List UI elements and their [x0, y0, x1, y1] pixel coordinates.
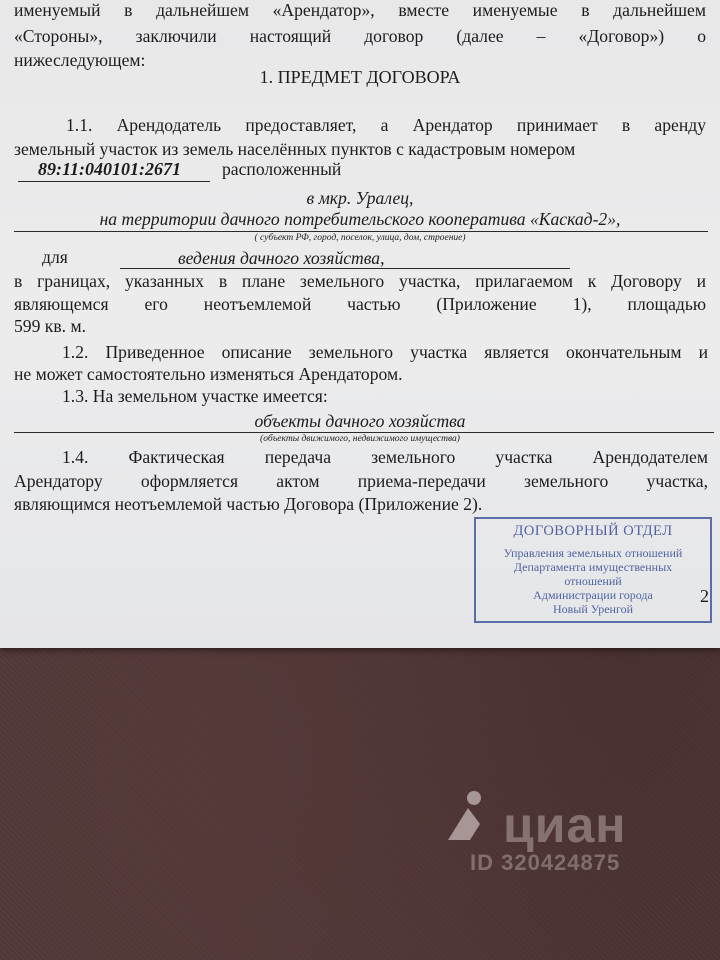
objects-underline [14, 432, 714, 433]
cian-logo-icon [440, 788, 500, 848]
p1-2-line-2: не может самостоятельно изменяться Арендатором. [14, 364, 403, 384]
stamp-line-2: Департамента имущественных [513, 560, 673, 574]
section-title: 1. ПРЕДМЕТ ДОГОВОРА [259, 67, 461, 87]
territory-text: на территории дачного потребительского кооператива «Каскад-2», [99, 209, 621, 229]
stamp-line-1: Управления земельных отношений [503, 546, 683, 560]
intro-line-2: «Стороны», заключили настоящий договор (далее – «Договор») о [14, 26, 706, 46]
stamp-line-3: отношений [564, 574, 622, 588]
cadastral-underline [18, 181, 210, 182]
watermark-id: ID 320424875 [470, 850, 621, 875]
page-number: 2 [700, 586, 709, 606]
p1-1-line-7: 599 кв. м. [14, 316, 86, 336]
p1-1-line-5: в границах, указанных в плане земельного участка, прилагаемом к Договору и [14, 271, 706, 291]
p1-1-line-1: 1.1. Арендодатель предоставляет, а Арендатор принимает в аренду [66, 115, 706, 135]
p1-4-line-1: 1.4. Фактическая передача земельного участка Арендодателем [62, 447, 708, 467]
p1-4-line-3: являющимся неотъемлемой частью Договора (Приложение 2). [14, 494, 483, 514]
stamp-line-5: Новый Уренгой [552, 602, 634, 616]
cadastral-number: 89:11:040101:2671 [38, 159, 181, 179]
objects-text: объекты дачного хозяйства [254, 411, 466, 431]
intro-line-3: нижеследующем: [14, 50, 146, 70]
intro-line-1: именуемый в дальнейшем «Арендатор», вместе именуемые в дальнейшем [14, 0, 706, 20]
p1-2-line-1: 1.2. Приведенное описание земельного участка является окончательным и [62, 342, 708, 362]
stamp-line-4: Администрации города [533, 588, 653, 602]
objects-caption: (объекты движимого, недвижимого имущества) [260, 434, 460, 444]
p1-1-line-2: земельный участок из земель населённых пунктов с кадастровым номером [14, 139, 576, 159]
stamp-title: ДОГОВОРНЫЙ ОТДЕЛ [513, 523, 673, 539]
p1-3-line-1: 1.3. На земельном участке имеется: [62, 386, 328, 406]
territory-underline [14, 231, 708, 232]
p1-1-line-6: являющемся его неотъемлемой частью (Приложение 1), площадью [14, 294, 706, 314]
location-text: в мкр. Уралец, [306, 188, 414, 208]
watermark-brand: циан [503, 797, 627, 853]
territory-caption: ( субъект РФ, город, поселок, улица, дом, строение) [254, 233, 466, 243]
p1-4-line-2: Арендатору оформляется актом приема-передачи земельного участка, [14, 471, 708, 491]
purpose-text: ведения дачного хозяйства, [178, 248, 385, 268]
purpose-underline [120, 268, 570, 269]
located-label: расположенный [222, 159, 342, 179]
department-stamp [474, 517, 712, 623]
for-label: для [42, 247, 68, 267]
